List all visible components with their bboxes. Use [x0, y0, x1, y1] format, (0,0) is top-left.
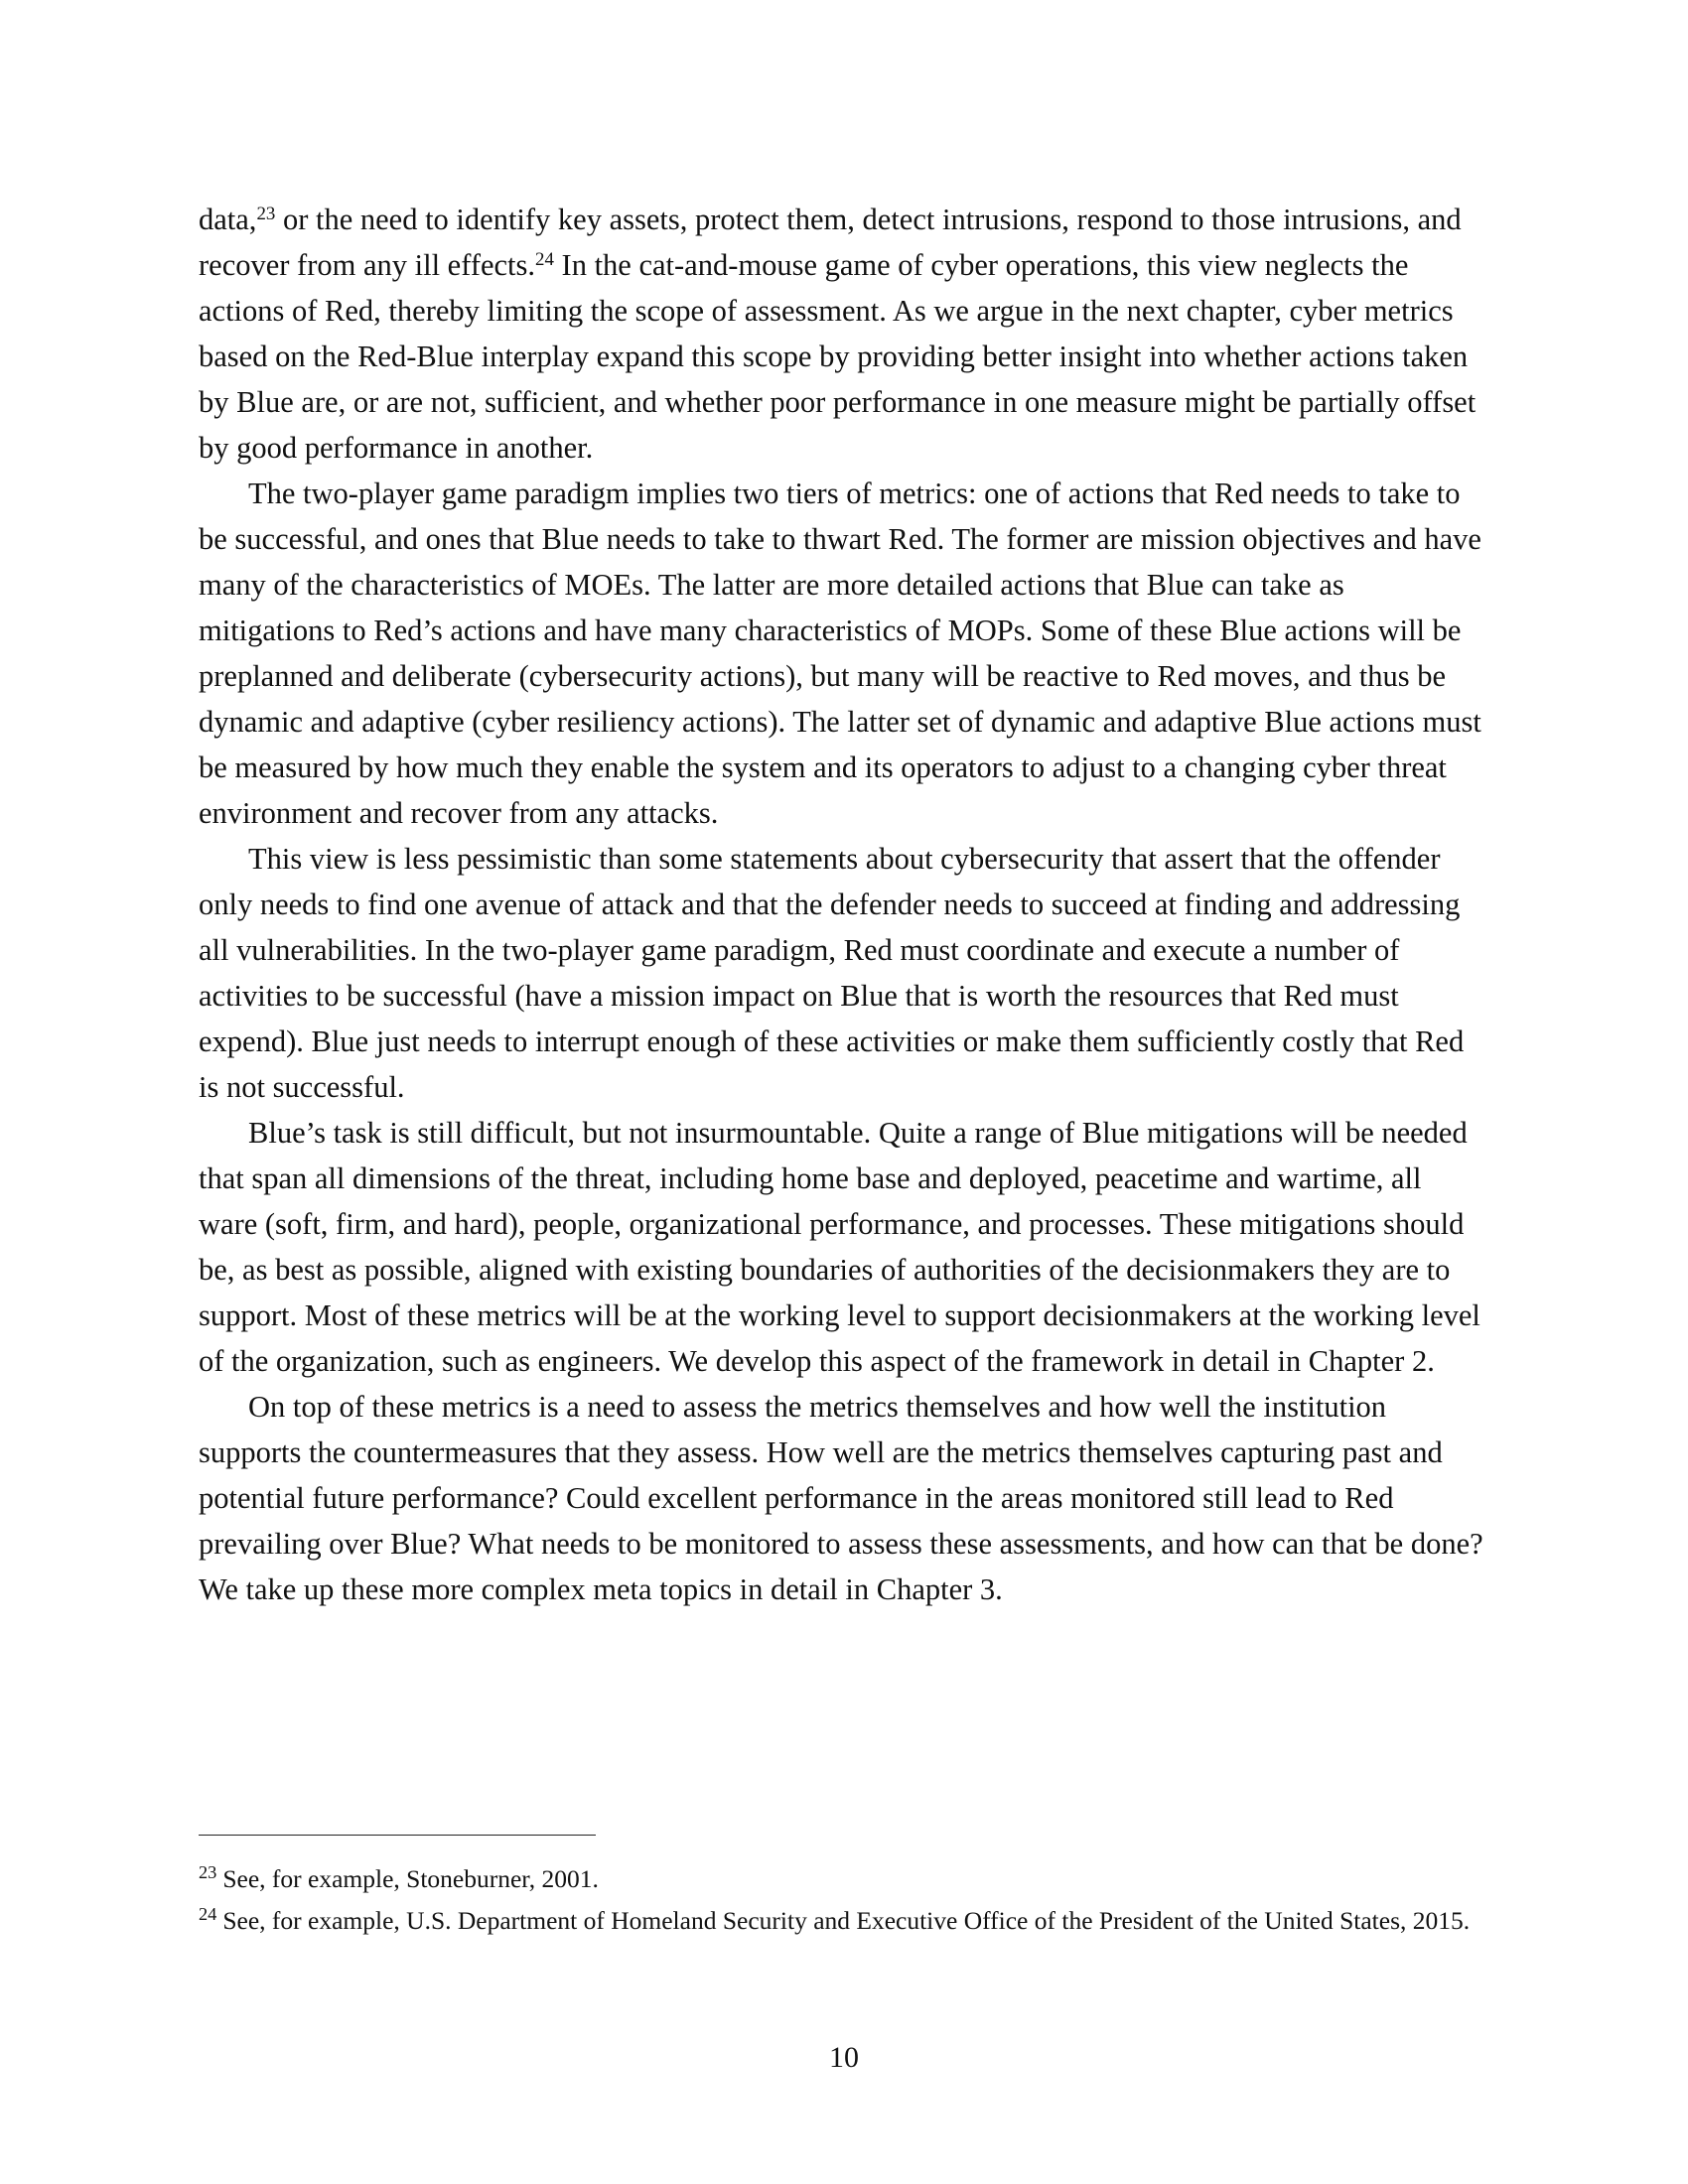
paragraph-text: The two-player game paradigm implies two tiers of metrics: one of actions that Red needs to take to be successful, and ones that Blue needs to take to thwart Red. The former are mission objectives and have many of the characteristics of MOEs. The latter are more detailed actions that Blue can take as mitigations to Red’s actions and have many characteristics of MOPs. Some of these Blue actions will be preplanned and deliberate (cybersecurity actions), but many will be reactive to Red moves, and thus be dynamic and adaptive (cyber resiliency actions). The latter set of dynamic and adaptive Blue actions must be measured by how much they enable the system and its operators to adjust to a changing cyber threat environment and recover from any attacks.: [199, 477, 1481, 830]
footnote-reference: 24: [535, 248, 554, 270]
page-number: 10: [829, 2041, 859, 2074]
footnote-number: 23: [199, 1861, 217, 1882]
paragraph-text: data,: [199, 203, 257, 236]
paragraph-text: Blue’s task is still difficult, but not insurmountable. Quite a range of Blue mitigations will be needed that span all dimensions of the threat, including home base and deployed, peacetime and wartime, all ware (soft, firm, and hard), people, organizational performance, and processes. These mitigations should be, as best as possible, aligned with existing boundaries of authorities of the decisionmakers they are to support. Most of these metrics will be at the working level to support decisionmakers at the working level of the organization, such as engineers. We develop this aspect of the framework in detail in Chapter 2.: [199, 1116, 1480, 1378]
paragraph-text: or the need to identify key assets, protect them, detect intrusions, respond to those intrusions, and recover from any ill effects.: [199, 203, 1462, 282]
paragraph-text: On top of these metrics is a need to assess the metrics themselves and how well the institution supports the countermeasures that they assess. How well are the metrics themselves capturing past and potential future performance? Could excellent performance in the areas monitored still lead to Red prevailing over Blue? What needs to be monitored to assess these assessments, and how can that be done? We take up these more complex meta topics in detail in Chapter 3.: [199, 1390, 1483, 1606]
paragraph-text: This view is less pessimistic than some statements about cybersecurity that assert that the offender only needs to find one avenue of attack and that the defender needs to succeed at finding and addressing all vulnerabilities. In the two-player game paradigm, Red must coordinate and execute a number of activities to be successful (have a mission impact on Blue that is worth the resources that Red must expend). Blue just needs to interrupt enough of these activities or make them sufficiently costly that Red is not successful.: [199, 842, 1465, 1104]
footnote: [199, 1904, 1487, 1938]
footnote-number: 24: [199, 1903, 217, 1924]
footnote: [199, 1862, 1487, 1896]
footnote-text: See, for example, Stoneburner, 2001.: [222, 1864, 599, 1893]
paragraph: [199, 836, 1487, 1110]
paragraph: [199, 1110, 1487, 1384]
footnote-text: See, for example, U.S. Department of Homeland Security and Executive Office of the President of the United States, 2015.: [222, 1906, 1471, 1935]
footnotes: [199, 1862, 1487, 1946]
paragraph: [199, 1384, 1487, 1612]
footnote-reference: 23: [256, 203, 276, 224]
paragraph: [199, 197, 1487, 471]
footnote-separator: [199, 1835, 596, 1836]
body-text: [199, 197, 1487, 1612]
paragraph: [199, 471, 1487, 836]
paragraph-text: In the cat-and-mouse game of cyber operations, this view neglects the actions of Red, thereby limiting the scope of assessment. As we argue in the next chapter, cyber metrics based on the Red-Blue interplay expand this scope by providing better insight into whether actions taken by Blue are, or are not, sufficient, and whether poor performance in one measure might be partially offset by good performance in another.: [199, 248, 1477, 465]
